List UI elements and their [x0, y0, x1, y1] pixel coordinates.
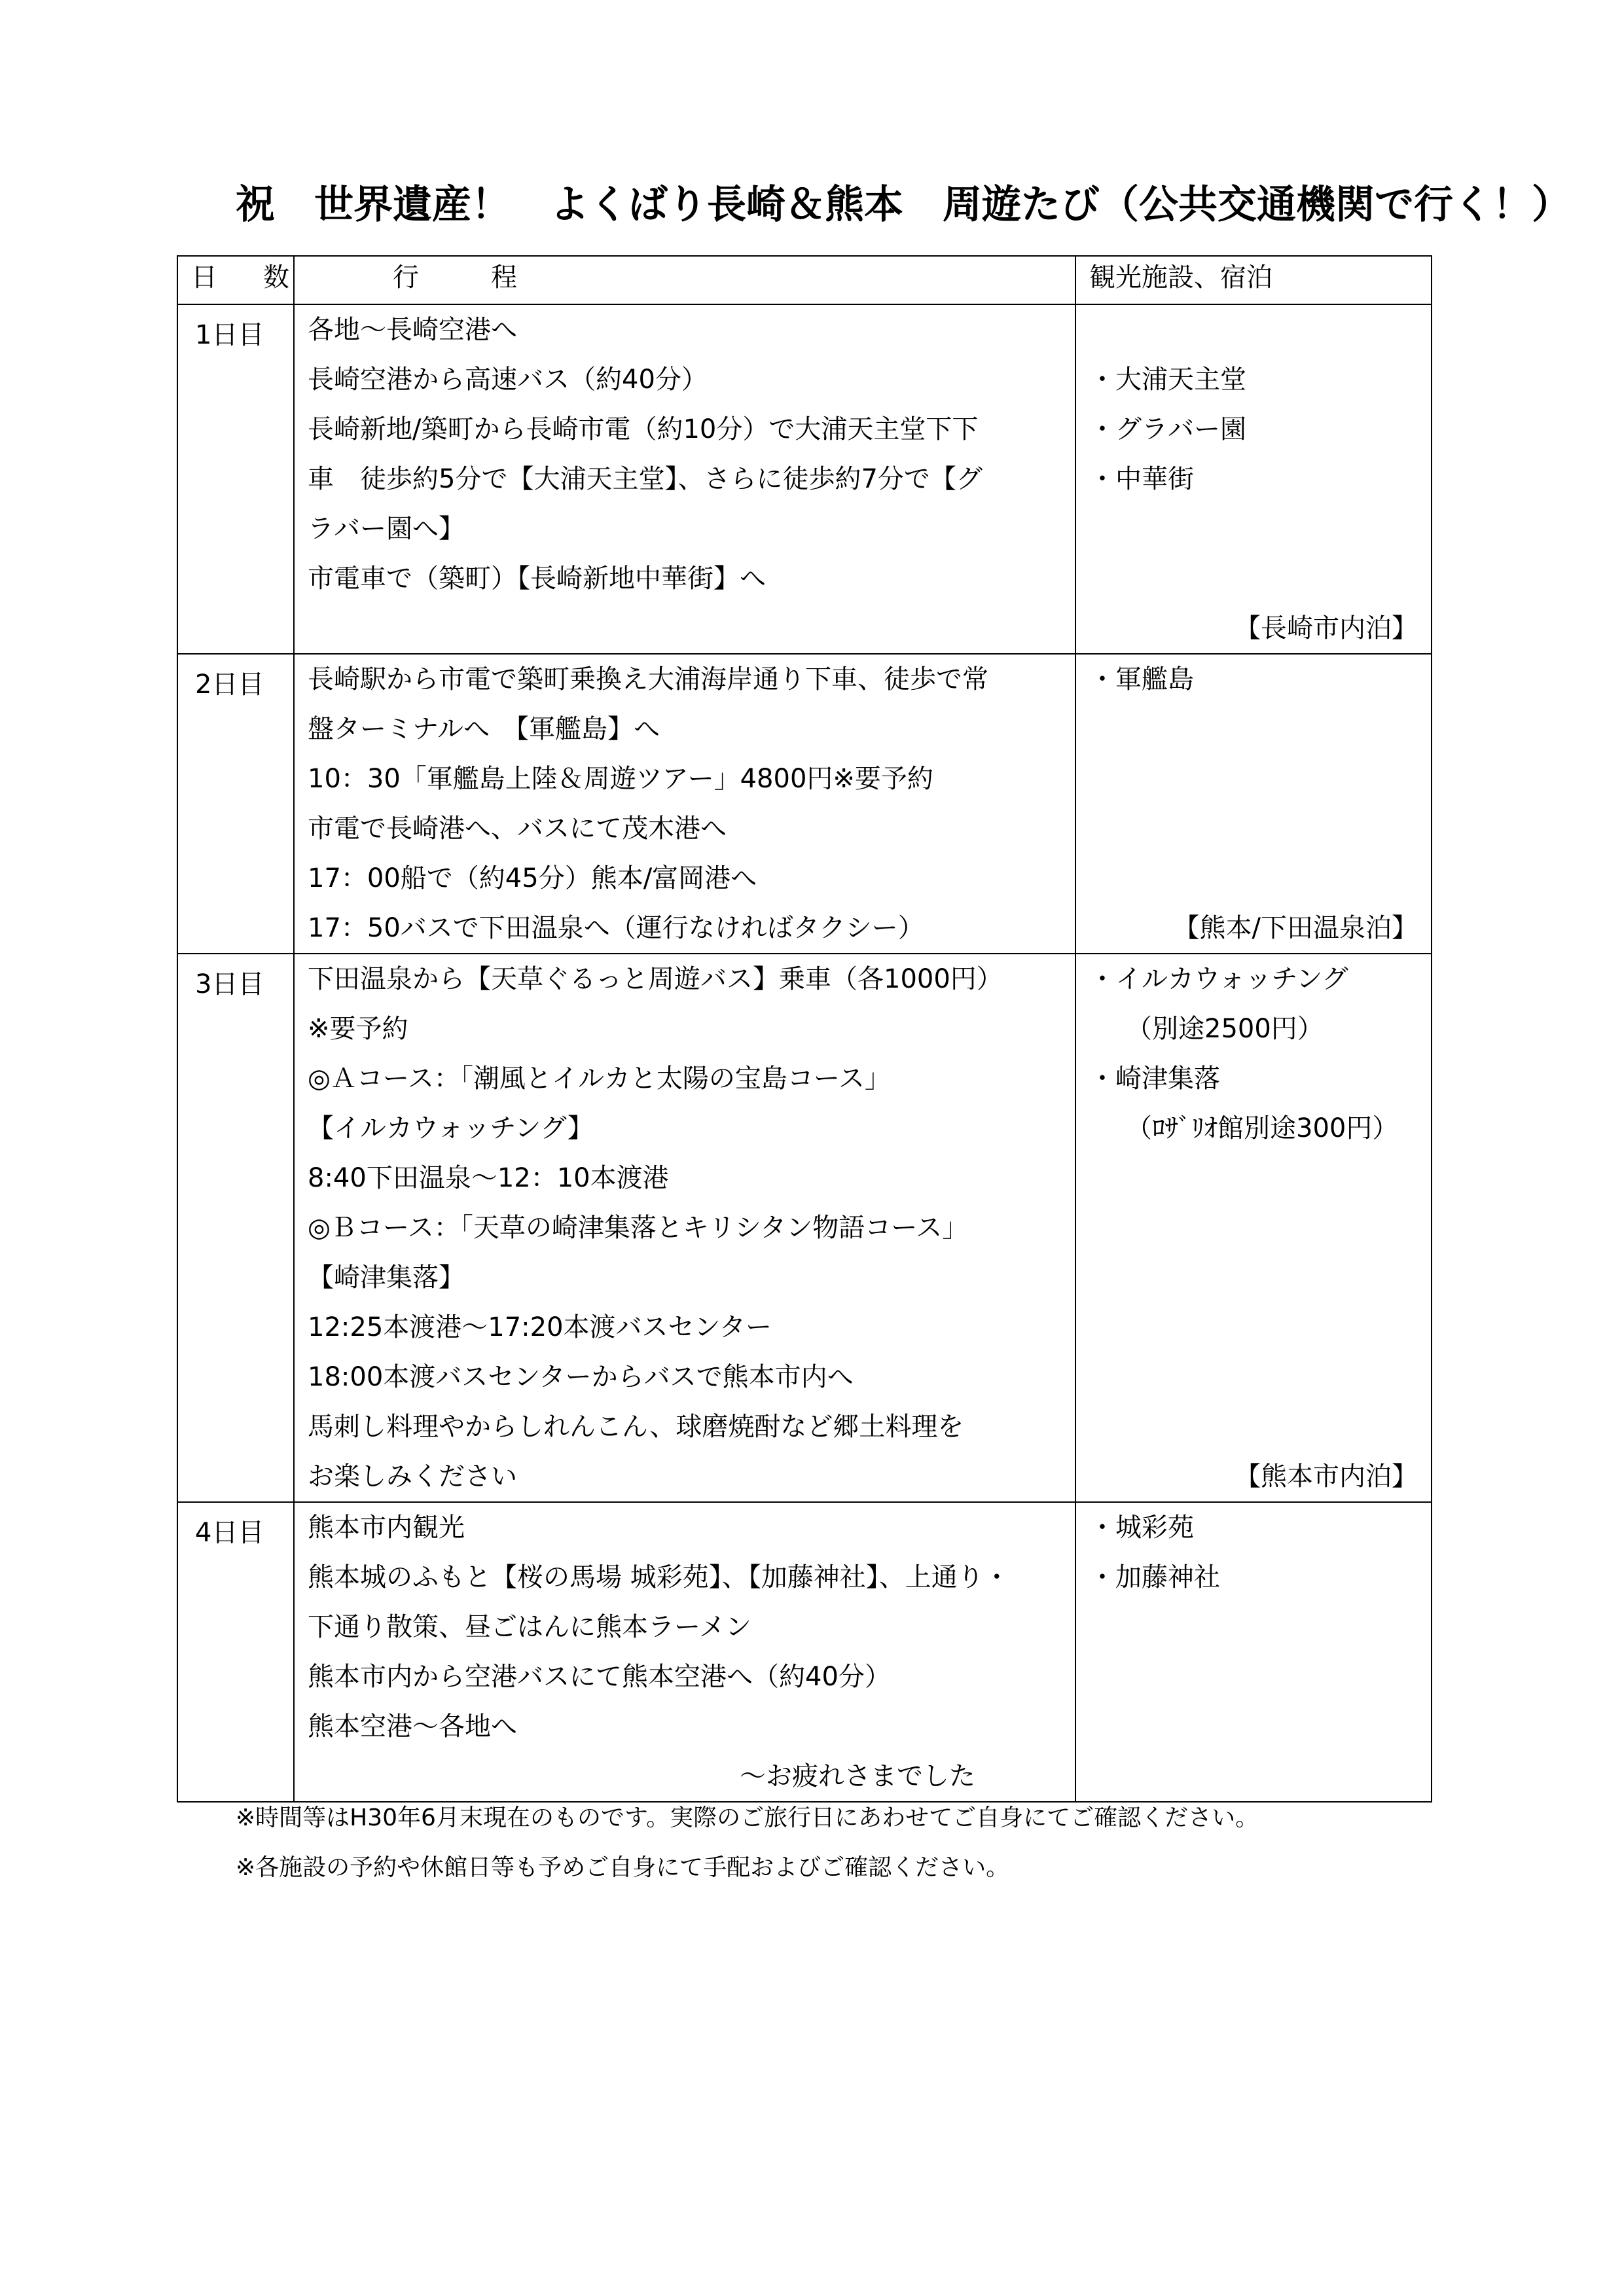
header-days: 日数 [177, 256, 294, 304]
facility-item [1089, 1253, 1431, 1302]
schedule-cell [294, 954, 1075, 1502]
footnote: ※各施設の予約や休館日等も予めご自身にて手配およびご確認ください。 [236, 1854, 1010, 1881]
schedule-line: 18:00本渡バスセンターからバスで熊本市内へ [308, 1362, 854, 1392]
header-facilities: 観光施設、宿泊 [1075, 256, 1432, 304]
facility-item [1089, 754, 1431, 804]
schedule-line: お楽しみください [308, 1462, 517, 1492]
facility-item [1089, 1352, 1431, 1402]
facility-item: ・加藤神社 [1089, 1562, 1220, 1592]
schedule-line: ◎Ａコース：「潮風とイルカと太陽の宝島コース」 [308, 1064, 891, 1094]
schedule-line: 市電車で（築町）【長崎新地中華街】へ [308, 564, 766, 594]
schedule-line: 熊本城のふもと【桜の馬場 城彩苑】、【加藤神社】、上通り・ [308, 1562, 1010, 1592]
day-label: 2日目 [177, 654, 294, 954]
facility-item [1089, 1203, 1431, 1253]
schedule-line: 【崎津集落】 [308, 1263, 465, 1293]
stay-label: 【長崎市内泊】 [1235, 613, 1418, 643]
facility-note: （別途2500円） [1126, 1014, 1324, 1044]
footnotes [236, 1793, 1259, 1893]
schedule-line: 熊本空港～各地へ [308, 1712, 517, 1742]
day-label: 1日目 [177, 304, 294, 654]
schedule-line: 下田温泉から【天草ぐるっと周遊バス】乗車（各1000円） [308, 964, 1003, 994]
schedule-cell [294, 1502, 1075, 1802]
day-label: 3日目 [177, 954, 294, 1502]
day-label: 4日目 [177, 1502, 294, 1802]
table-row-day-4 [177, 1502, 1432, 1802]
facility-item: ・城彩苑 [1089, 1513, 1194, 1543]
schedule-line: 市電で長崎港へ、バスにて茂木港へ [308, 814, 727, 844]
schedule-line: ◎Ｂコース：「天草の崎津集落とキリシタン物語コース」 [308, 1213, 969, 1243]
schedule-line: 各地～長崎空港へ [308, 315, 517, 345]
schedule-line [308, 603, 1068, 653]
table-row-day-2 [177, 654, 1432, 954]
schedule-line: 8:40下田温泉～12：10本渡港 [308, 1163, 669, 1193]
schedule-line: 17：00船で（約45分）熊本/富岡港へ [308, 863, 757, 893]
schedule-line: 盤ターミナルへ 【軍艦島】へ [308, 714, 660, 744]
schedule-line: 車 徒歩約5分で【大浦天主堂】、さらに徒歩約7分で【グ [308, 464, 983, 494]
facility-item [1089, 804, 1431, 853]
header-schedule: 行程 [294, 256, 1075, 304]
facility-item [1089, 853, 1431, 903]
facility-item: ・中華街 [1089, 464, 1194, 494]
footnote: ※時間等はH30年6月末現在のものです。実際のご旅行日にあわせてご自身にてご確認ください。 [236, 1804, 1259, 1831]
schedule-line: 12:25本渡港～17:20本渡バスセンター [308, 1312, 772, 1342]
facilities-cell [1075, 654, 1432, 954]
facility-item [1089, 554, 1431, 603]
schedule-line: 長崎新地/築町から長崎市電（約10分）で大浦天主堂下下 [308, 414, 979, 444]
facility-item [1089, 504, 1431, 554]
table-row-day-3 [177, 954, 1432, 1502]
schedule-line: 長崎駅から市電で築町乗換え大浦海岸通り下車、徒歩で常 [308, 664, 988, 694]
schedule-line: 馬刺し料理やからしれんこん、球磨焼酎など郷土料理を [308, 1412, 964, 1442]
facility-item [1089, 1153, 1431, 1203]
facility-item [1089, 305, 1431, 355]
page-title: 祝 世界遺産！ よくばり長崎＆熊本 周遊たび（公共交通機関で行く！） [236, 182, 1571, 228]
facility-item: ・大浦天主堂 [1089, 365, 1246, 395]
schedule-line: ラバー園へ】 [308, 514, 465, 544]
facility-item: ・グラバー園 [1089, 414, 1246, 444]
facility-item [1089, 1402, 1431, 1452]
facilities-cell [1075, 304, 1432, 654]
facilities-cell [1075, 1502, 1432, 1802]
facility-note: （ﾛｻﾞﾘｵ館別途300円） [1126, 1113, 1399, 1143]
schedule-cell [294, 654, 1075, 954]
table-header-row [177, 256, 1432, 304]
schedule-line: 10：30「軍艦島上陸＆周遊ツアー」4800円※要予約 [308, 764, 933, 794]
facilities-cell [1075, 954, 1432, 1502]
schedule-cell [294, 304, 1075, 654]
schedule-line: 【イルカウォッチング】 [308, 1113, 594, 1143]
schedule-line: 17：50バスで下田温泉へ（運行なければタクシー） [308, 913, 924, 943]
facility-item: ・軍艦島 [1089, 664, 1194, 694]
facility-item [1089, 704, 1431, 754]
stay-label: 【熊本/下田温泉泊】 [1173, 913, 1418, 943]
schedule-line: 長崎空港から高速バス（約40分） [308, 365, 708, 395]
schedule-line: 熊本市内観光 [308, 1513, 465, 1543]
facility-item: ・崎津集落 [1089, 1064, 1220, 1094]
table-row-day-1 [177, 304, 1432, 654]
closing-line: ～お疲れさまでした [740, 1761, 975, 1791]
schedule-line: ※要予約 [308, 1014, 408, 1044]
facility-item [1089, 1302, 1431, 1352]
schedule-line: 下通り散策、昼ごはんに熊本ラーメン [308, 1612, 751, 1642]
schedule-line: 熊本市内から空港バスにて熊本空港へ（約40分） [308, 1662, 891, 1692]
itinerary-table [177, 255, 1432, 1803]
stay-label: 【熊本市内泊】 [1235, 1462, 1418, 1492]
facility-item: ・イルカウォッチング [1089, 964, 1348, 994]
